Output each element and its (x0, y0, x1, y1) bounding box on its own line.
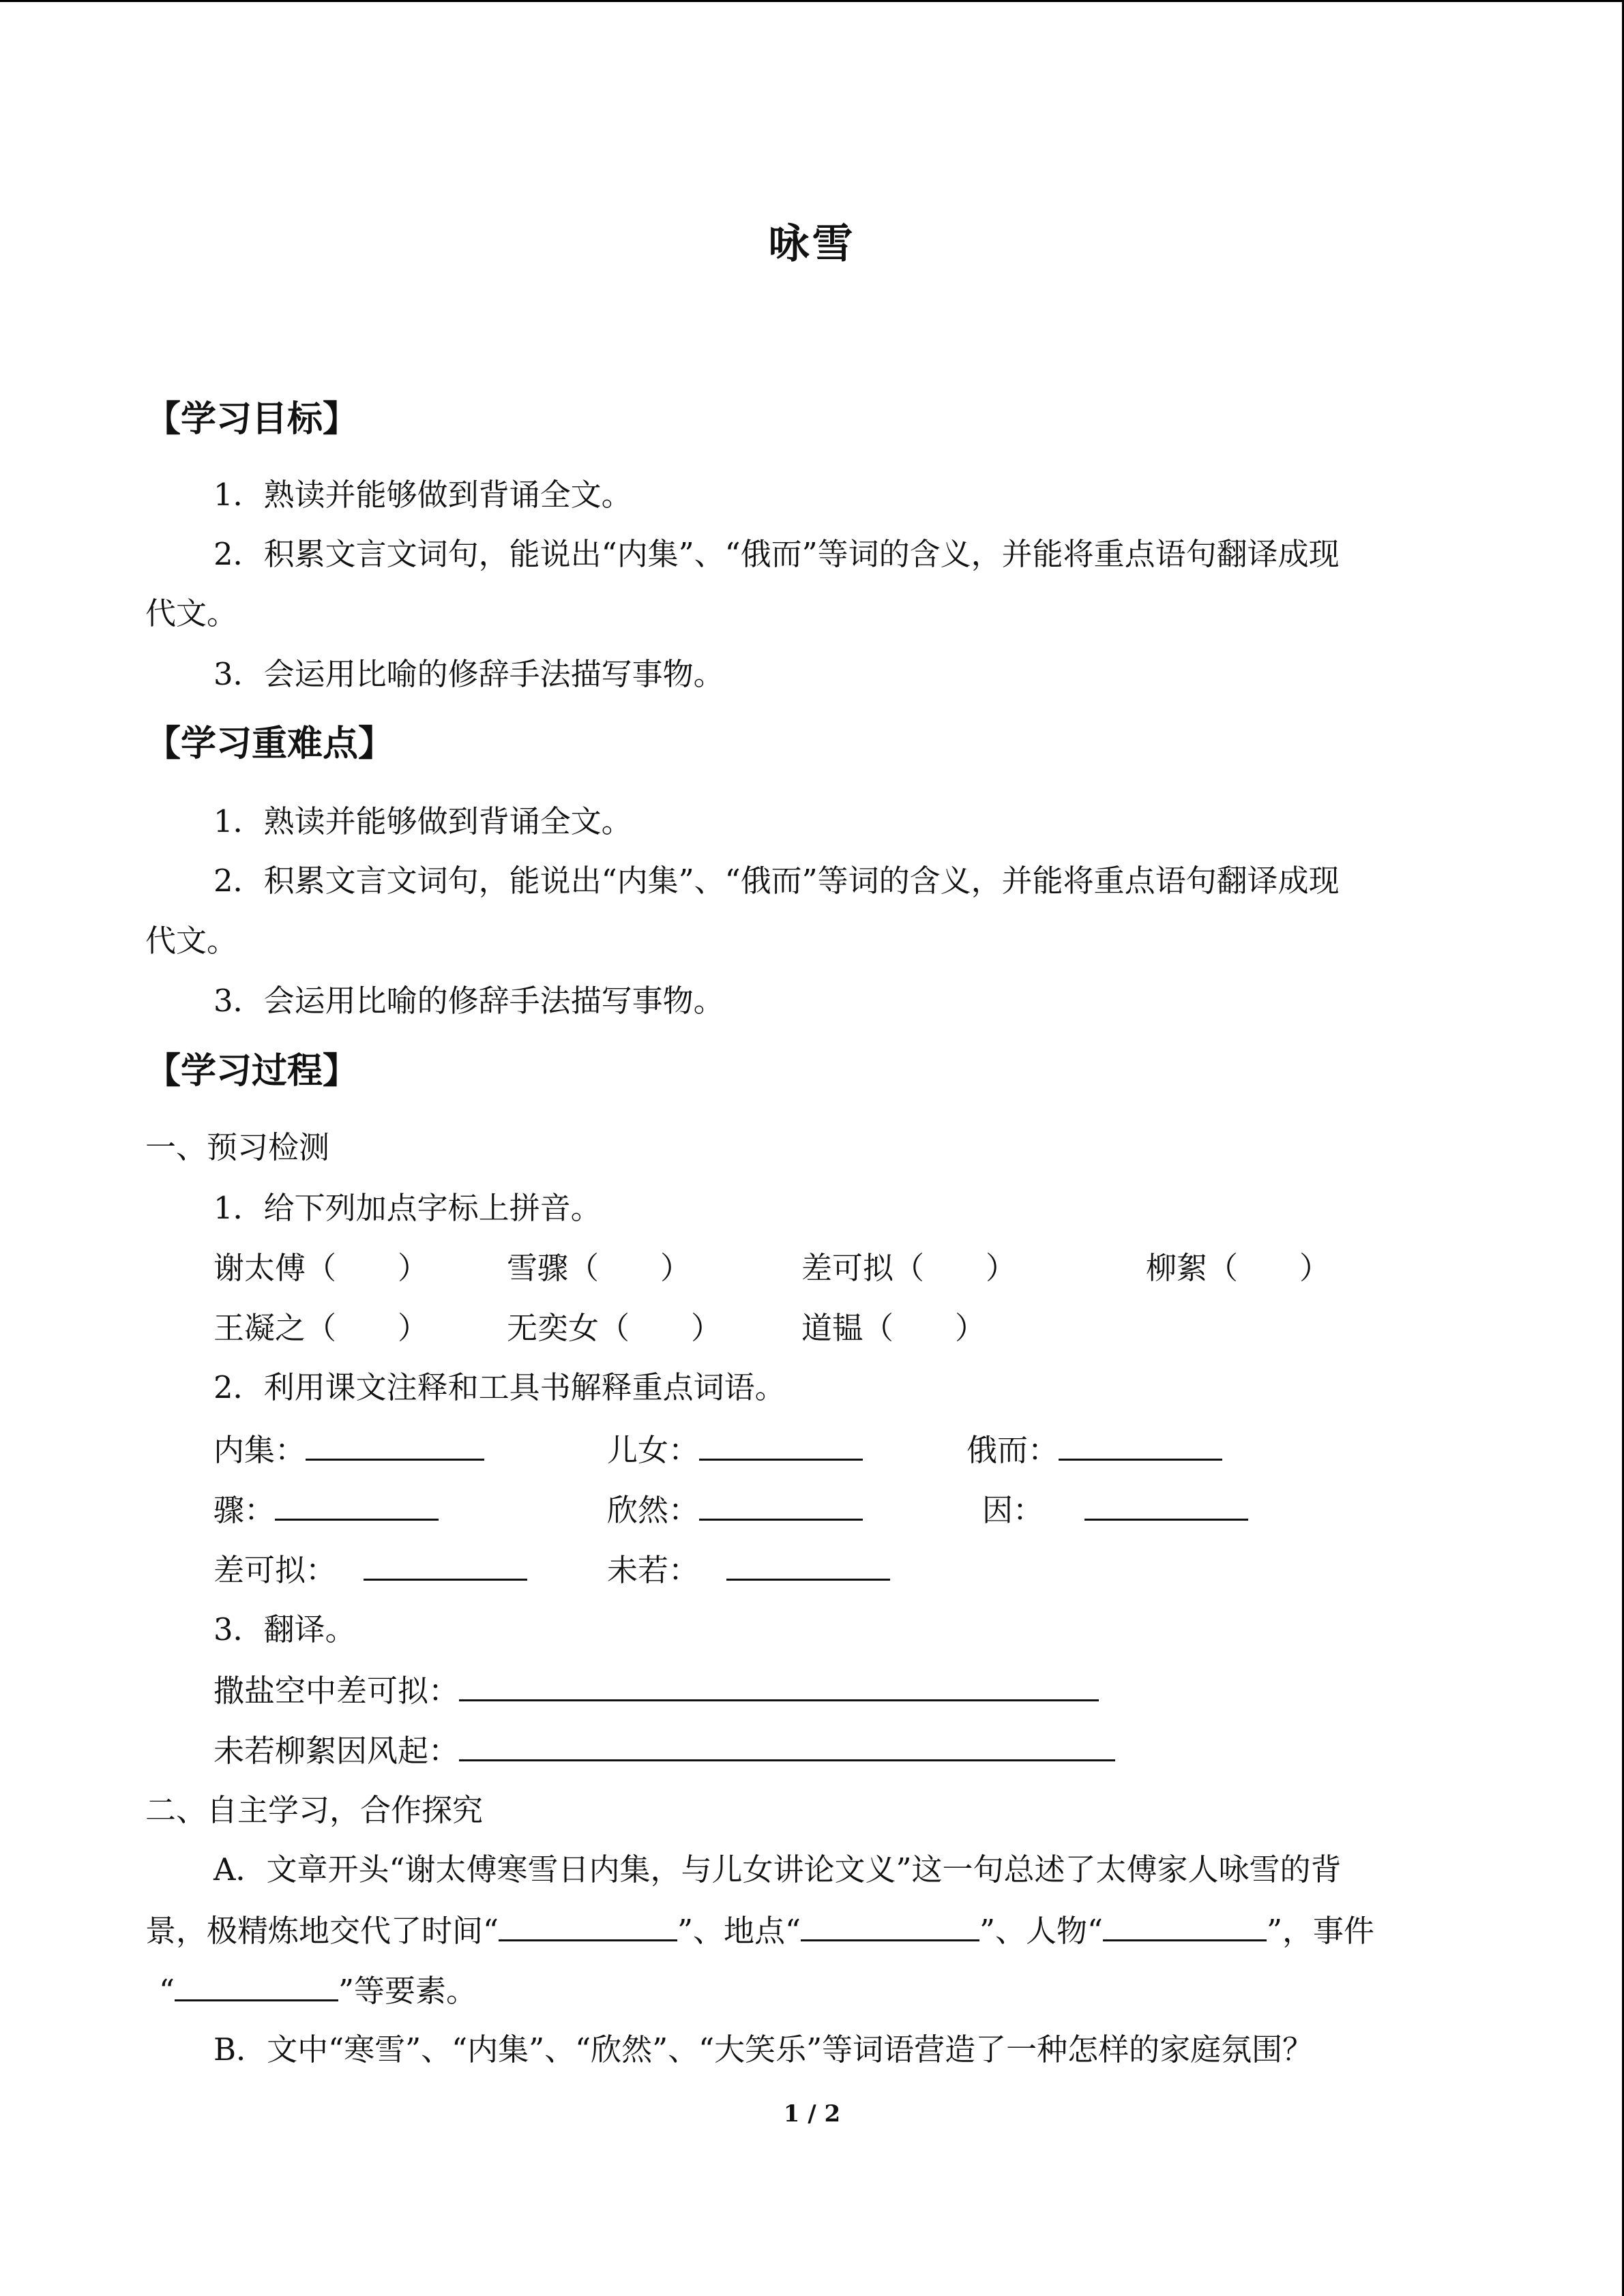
pinyin-item: 无奕女（ ） (507, 1310, 722, 1346)
vocab-label: 内集： (213, 1432, 306, 1468)
text-fragment: ”、地点“ (677, 1913, 801, 1949)
pinyin-item: 谢太傅（ ） (213, 1250, 429, 1286)
objective-item: 代文。 (145, 595, 238, 631)
text-fragment: 景，极精炼地交代了时间“ (145, 1913, 499, 1949)
pinyin-item: 王凝之（ ） (213, 1310, 429, 1346)
pinyin-item: 雪骤（ ） (507, 1250, 692, 1286)
pinyin-item: 柳絮（ ） (1146, 1250, 1331, 1286)
question-b-line: B．文中“寒雪”、“内集”、“欣然”、“大笑乐”等词语营造了一种怎样的家庭氛围？ (213, 2031, 1314, 2068)
answer-blank[interactable] (699, 1429, 863, 1461)
heading-key-points: 【学习重难点】 (145, 724, 394, 764)
vocab-item (607, 1489, 863, 1531)
text-fragment: “ (159, 1973, 175, 2009)
translation-blank[interactable] (459, 1669, 1099, 1701)
answer-blank[interactable] (364, 1549, 527, 1581)
vocab-item (213, 1549, 527, 1591)
answer-blank[interactable] (1084, 1489, 1248, 1521)
text-fragment: ”，事件 (1267, 1913, 1375, 1949)
answer-blank-time[interactable] (499, 1909, 677, 1941)
translation-item (213, 1669, 1099, 1712)
question-1: 1．给下列加点字标上拼音。 (213, 1190, 602, 1226)
key-point-item: 2．积累文言文词句，能说出“内集”、“俄而”等词的含义，并能将重点语句翻译成现 (213, 863, 1340, 899)
vocab-label: 因： (982, 1492, 1044, 1528)
question-2: 2．利用课文注释和工具书解释重点词语。 (213, 1369, 786, 1405)
answer-blank[interactable] (699, 1489, 863, 1521)
objective-item: 1．熟读并能够做到背诵全文。 (213, 477, 632, 513)
text-fragment: ”等要素。 (338, 1973, 477, 2009)
translation-blank[interactable] (459, 1729, 1115, 1761)
key-point-item: 代文。 (145, 923, 238, 959)
heading-objectives: 【学习目标】 (145, 399, 359, 440)
vocab-item (966, 1429, 1222, 1471)
answer-blank[interactable] (275, 1489, 439, 1521)
heading-process: 【学习过程】 (145, 1051, 359, 1092)
answer-blank-event[interactable] (175, 1969, 338, 2001)
answer-blank[interactable] (306, 1429, 484, 1461)
objective-item: 3．会运用比喻的修辞手法描写事物。 (213, 656, 724, 692)
vocab-label: 儿女： (607, 1432, 700, 1468)
key-point-item: 3．会运用比喻的修辞手法描写事物。 (213, 983, 724, 1019)
section-preview-check: 一、预习检测 (145, 1129, 330, 1165)
pinyin-item: 差可拟（ ） (801, 1250, 1017, 1286)
pinyin-item: 道韫（ ） (801, 1310, 986, 1346)
question-a-line (159, 1969, 477, 2012)
vocab-label: 未若： (607, 1552, 700, 1588)
key-point-item: 1．熟读并能够做到背诵全文。 (213, 803, 632, 839)
vocab-item (607, 1429, 863, 1471)
vocab-label: 欣然： (607, 1492, 700, 1528)
question-a-line (145, 1909, 1374, 1952)
vocab-label: 差可拟： (213, 1552, 337, 1588)
objective-item: 2．积累文言文词句，能说出“内集”、“俄而”等词的含义，并能将重点语句翻译成现 (213, 536, 1340, 572)
vocab-item (213, 1489, 439, 1531)
text-fragment: ”、人物“ (979, 1913, 1104, 1949)
vocab-item (982, 1489, 1248, 1531)
vocab-label: 俄而： (966, 1432, 1059, 1468)
translation-item (213, 1729, 1115, 1772)
answer-blank[interactable] (1059, 1429, 1222, 1461)
answer-blank-place[interactable] (801, 1909, 979, 1941)
question-a-line: A．文章开头“谢太傅寒雪日内集，与儿女讲论文义”这一句总述了太傅家人咏雪的背 (213, 1851, 1342, 1888)
page-number: 1 / 2 (783, 2100, 841, 2128)
translation-label: 撒盐空中差可拟： (213, 1673, 460, 1709)
question-3: 3．翻译。 (213, 1611, 356, 1648)
vocab-item (607, 1549, 890, 1591)
translation-label: 未若柳絮因风起： (213, 1733, 460, 1769)
answer-blank-people[interactable] (1103, 1909, 1267, 1941)
answer-blank[interactable] (726, 1549, 890, 1581)
vocab-label: 骤： (213, 1492, 276, 1528)
vocab-item (213, 1429, 484, 1471)
page-title: 咏雪 (768, 220, 856, 268)
section-explore: 二、自主学习，合作探究 (145, 1792, 484, 1828)
